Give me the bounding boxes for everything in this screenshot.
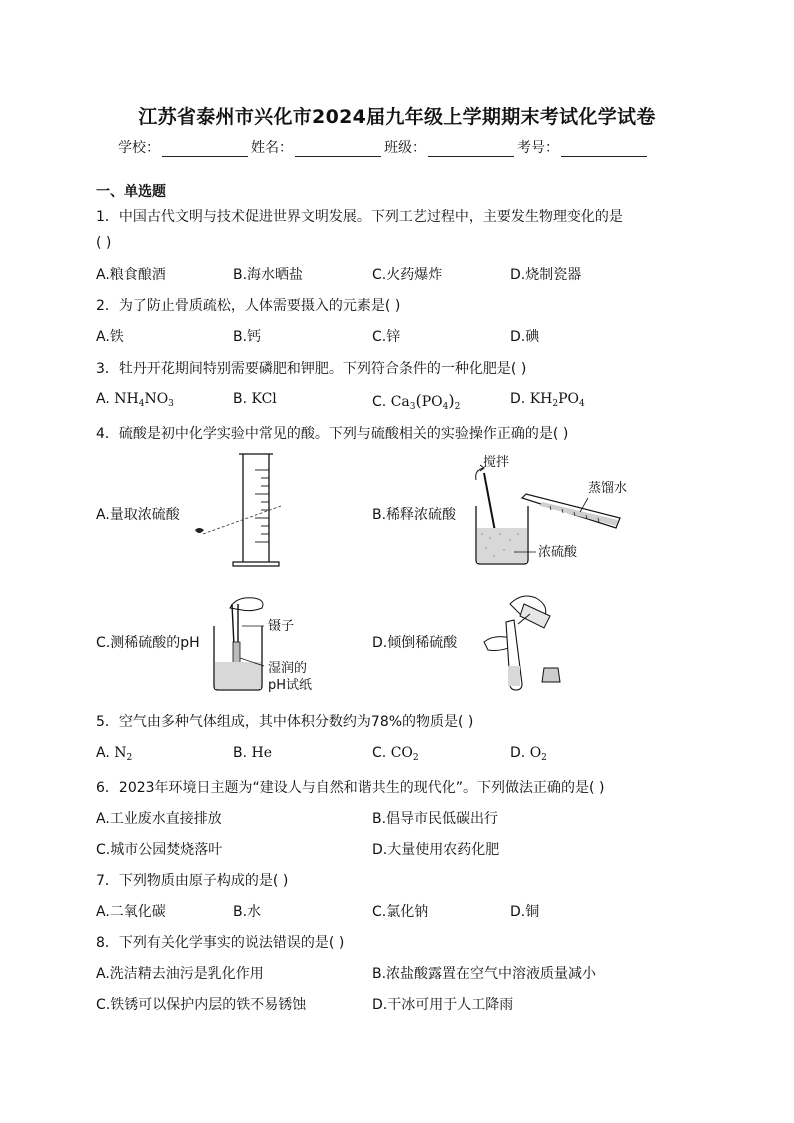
class-blank[interactable] — [428, 140, 514, 157]
q3-option-b — [233, 391, 277, 407]
q2-stem: 2．为了防止骨质疏松，人体需要摄入的元素是( ) — [96, 298, 401, 314]
q3-option-a-formula: $NH_4NO_3$ — [114, 391, 174, 409]
q4-c-paper-label-1: 湿润的 — [268, 661, 308, 676]
q6-option-a: A.工业废水直接排放 — [96, 811, 222, 827]
q1-stem: 1．中国古代文明与技术促进世界文明发展。下列工艺过程中，主要发生物理变化的是 — [96, 209, 623, 225]
q8-option-c: C.铁锈可以保护内层的铁不易锈蚀 — [96, 997, 307, 1013]
q4-c-paper-label-2: pH试纸 — [268, 678, 313, 693]
q1-option-b: B.海水晒盐 — [233, 267, 304, 283]
page-title: 江苏省泰州市兴化市2024届九年级上学期期末考试化学试卷 — [138, 106, 656, 128]
q5-option-b-formula: He — [251, 745, 273, 761]
q6-option-c: C.城市公园焚烧落叶 — [96, 842, 223, 858]
q7-option-a: A.二氧化碳 — [96, 904, 166, 920]
number-label: 考号： — [517, 140, 559, 156]
q4-d-pouring-figure — [470, 586, 590, 696]
q5-option-a-label: A. — [96, 745, 110, 761]
q3-option-a-label: A. — [96, 391, 110, 407]
q5-option-d-label: D. — [510, 745, 526, 761]
q1-option-c: C.火药爆炸 — [372, 267, 443, 283]
q1-stem-paren: ( ) — [96, 235, 112, 251]
q3-option-b-label: B. — [233, 391, 248, 407]
q5-option-a — [96, 745, 132, 763]
q8-stem: 8．下列有关化学事实的说法错误的是( ) — [96, 935, 345, 951]
q6-option-b: B.倡导市民低碳出行 — [372, 811, 499, 827]
q4-a-cylinder-figure — [185, 450, 295, 570]
q7-option-d: D.铜 — [510, 904, 540, 920]
q4-option-d: D.倾倒稀硫酸 — [372, 635, 458, 651]
q3-option-c — [372, 391, 460, 412]
q5-stem: 5．空气由多种气体组成，其中体积分数约为78%的物质是( ) — [96, 714, 474, 730]
q5-option-b — [233, 745, 272, 761]
q4-b-stir-label: 搅拌 — [483, 455, 510, 470]
q8-option-b: B.浓盐酸露置在空气中溶液质量减小 — [372, 966, 597, 982]
school-blank[interactable] — [162, 140, 248, 157]
q5-option-d — [510, 745, 547, 763]
q5-option-c-label: C. — [372, 745, 387, 761]
q5-option-c — [372, 745, 419, 763]
q5-option-a-formula: $N_2$ — [114, 745, 133, 763]
q8-option-a: A.洗洁精去油污是乳化作用 — [96, 966, 264, 982]
q6-option-d: D.大量使用农药化肥 — [372, 842, 500, 858]
q4-b-dilution-figure — [470, 448, 650, 568]
q1-option-a: A.粮食酿酒 — [96, 267, 166, 283]
q3-option-b-formula: KCl — [251, 391, 277, 407]
q3-stem: 3．牡丹开花期间特别需要磷肥和钾肥。下列符合条件的一种化肥是( ) — [96, 361, 527, 377]
q7-option-c: C.氯化钠 — [372, 904, 429, 920]
student-info-line — [118, 137, 650, 157]
q2-option-b: B.钙 — [233, 329, 262, 345]
q8-option-d: D.干冰可用于人工降雨 — [372, 997, 514, 1013]
number-blank[interactable] — [561, 140, 647, 157]
q4-stem: 4．硫酸是初中化学实验中常见的酸。下列与硫酸相关的实验操作正确的是( ) — [96, 426, 569, 442]
q4-option-a: A.量取浓硫酸 — [96, 507, 180, 523]
name-label: 姓名： — [251, 140, 293, 156]
q6-stem: 6．2023年环境日主题为“建设人与自然和谐共生的现代化”。下列做法正确的是( ) — [96, 780, 605, 796]
q3-option-c-label: C. — [372, 394, 387, 410]
q4-b-water-label: 蒸馏水 — [588, 481, 628, 496]
q3-option-c-formula: $Ca_3(PO_4)_2$ — [390, 391, 461, 412]
q4-option-c: C.测稀硫酸的pH — [96, 635, 200, 651]
q7-stem: 7．下列物质由原子构成的是( ) — [96, 873, 289, 889]
school-label: 学校： — [118, 140, 160, 156]
q4-option-b: B.稀释浓硫酸 — [372, 507, 457, 523]
q5-option-b-label: B. — [233, 745, 248, 761]
q2-option-d: D.碘 — [510, 329, 540, 345]
q2-option-c: C.锌 — [372, 329, 401, 345]
q5-option-d-formula: $O_2$ — [529, 745, 547, 763]
q1-option-d: D.烧制瓷器 — [510, 267, 582, 283]
q3-option-d-label: D. — [510, 391, 526, 407]
q7-option-b: B.水 — [233, 904, 262, 920]
q3-option-d-formula: $KH_2PO_4$ — [529, 391, 585, 409]
name-blank[interactable] — [295, 140, 381, 157]
q4-c-ph-figure — [206, 586, 346, 696]
q3-option-a — [96, 391, 174, 409]
section-heading: 一、单选题 — [96, 184, 166, 200]
q4-c-tweezers-label: 镊子 — [268, 619, 295, 634]
class-label: 班级： — [384, 140, 426, 156]
q4-b-acid-label: 浓硫酸 — [538, 545, 578, 560]
q2-option-a: A.铁 — [96, 329, 124, 345]
q3-option-d — [510, 391, 585, 409]
q5-option-c-formula: $CO_2$ — [390, 745, 419, 763]
